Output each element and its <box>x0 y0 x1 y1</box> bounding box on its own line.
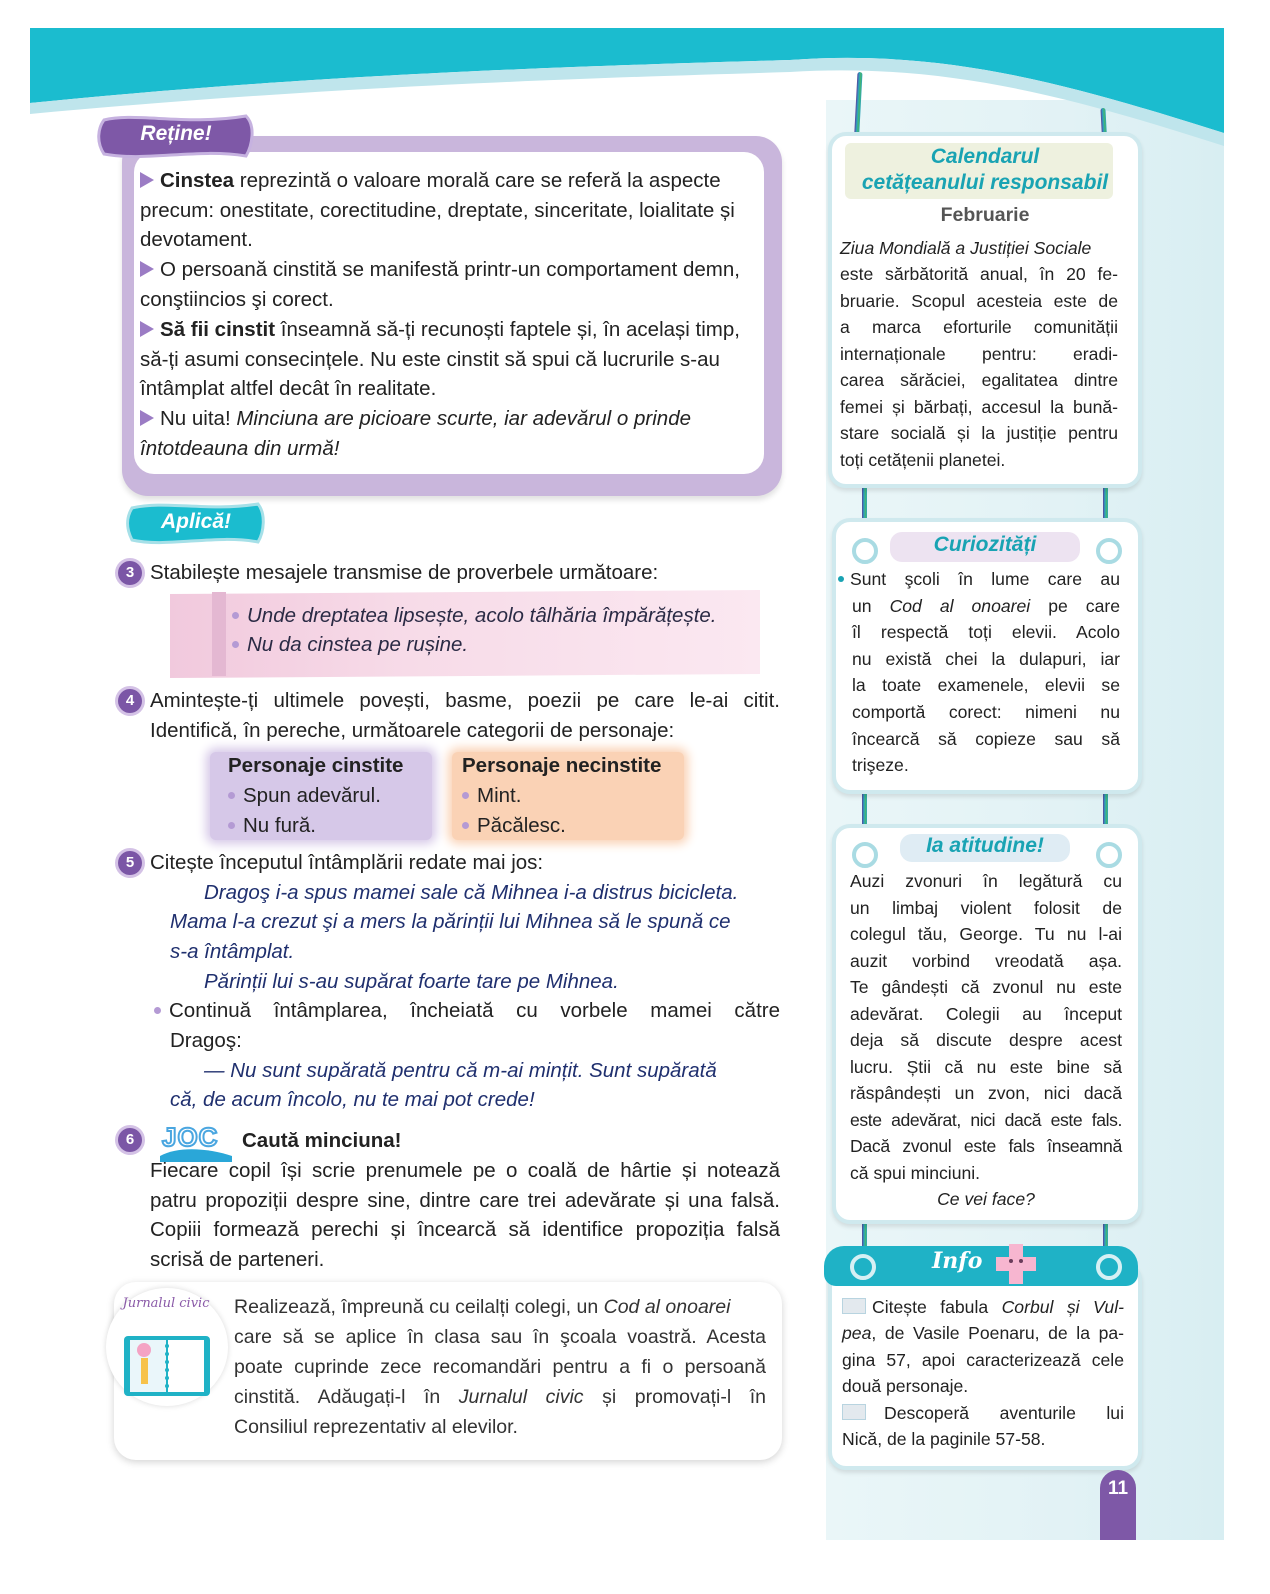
jurnal-line <box>234 1383 766 1413</box>
atitudine-line: că spui minciuni. <box>850 1163 981 1183</box>
bullet-icon <box>232 612 239 619</box>
aplica-tab <box>126 500 266 546</box>
calendar-line: a marca eforturile comunității <box>840 317 1118 337</box>
honest-item-text: Nu fură. <box>243 814 316 837</box>
retine-item-text: reprezintă o valoare morală care se referă la aspecte precum: onestitate, corectitudine, dreptate, sinceritate, loialitate și devotament. <box>140 169 735 251</box>
bullet-icon <box>232 641 239 648</box>
proverb <box>232 601 717 631</box>
calendar-title-line: cetățeanului responsabil <box>861 171 1109 194</box>
story-line: Părinții lui s-au supărat foarte tare pe Mihnea. <box>204 970 619 993</box>
aplica-tab-label: Aplică! <box>160 510 231 533</box>
curiozitati-line <box>852 593 1120 620</box>
calendar-title-line: Calendarul <box>930 145 1040 168</box>
exercise-number: 3 <box>118 561 142 585</box>
curiozitati-line <box>838 566 1120 593</box>
retine-tab-label: Reține! <box>140 122 212 145</box>
triangle-bullet-icon <box>140 172 154 188</box>
ring-icon <box>1096 1254 1122 1280</box>
jurnal-line-italic: Jurnalul civic <box>458 1386 584 1408</box>
atitudine-line: lucru. Știi că nu este bine să <box>850 1057 1122 1077</box>
proverb-text: Nu da cinstea pe rușine. <box>247 633 469 656</box>
dishonest-item-text: Mint. <box>477 784 522 807</box>
exercise-prompt: Identifică, în pereche, următoarele categorii de personaje: <box>150 719 675 742</box>
bullet-icon <box>228 792 235 799</box>
retine-item <box>140 404 750 463</box>
quote-line: că, de acum încolo, nu te mai pot crede! <box>170 1088 535 1111</box>
curiozitati-text: Sunt şcoli în lume care au <box>850 569 1120 589</box>
game-line: Copiii formează perechi și încearcă să identifice propoziția falsă <box>150 1218 780 1241</box>
jurnal-line: care să se aplice în clasa sau în şcoala voastră. Acesta <box>234 1326 766 1348</box>
task-text: Continuă întâmplarea, încheiată cu vorbele mamei către <box>169 999 780 1022</box>
story-line: Mama l-a crezut şi a mers la părinții lui Mihnea să le spună ce <box>170 910 731 933</box>
calendar-line: stare socială și la justiție pentru <box>840 423 1118 443</box>
jurnal-line: Consiliul reprezentativ al elevilor. <box>234 1416 518 1438</box>
game-line: scrisă de parteneri. <box>150 1248 325 1271</box>
retine-item-italic: Minciuna are picioare scurte, iar adevărul o prinde întotdeauna din urmă! <box>140 407 692 460</box>
info-italic: pea <box>842 1323 872 1343</box>
ring-icon <box>850 1254 876 1280</box>
info-line: Nică, de la paginile 57-58. <box>842 1429 1046 1449</box>
atitudine-question: Ce vei face? <box>937 1189 1035 1209</box>
jurnal-civic-logo <box>106 1288 228 1406</box>
triangle-bullet-icon <box>140 261 154 277</box>
story-line: s-a întâmplat. <box>170 940 295 963</box>
retine-item-text: Nu uita! <box>160 407 237 430</box>
info-line <box>842 1400 1124 1427</box>
jurnal-line-text: cinstită. Adăugați-l în <box>234 1386 459 1408</box>
curiozitati-title: Curiozități <box>933 533 1037 556</box>
bullet-icon <box>462 822 469 829</box>
calendar-line: carea sărăciei, egalitatea dintre <box>840 370 1118 390</box>
calendar-line: internaționale pentru: eradi- <box>840 344 1118 364</box>
quote-line: — Nu sunt supărată pentru că m-ai mințit. Sunt supărată <box>204 1059 717 1082</box>
game-badge-label: JOC <box>162 1122 219 1152</box>
exercise-number: 4 <box>118 689 142 713</box>
info-text: Descoperă aventurile lui <box>884 1403 1124 1423</box>
atitudine-line: este adevărat, nici dacă este fals. <box>850 1110 1122 1130</box>
curiozitati-italic: Cod al onoarei <box>889 596 1031 616</box>
proverb <box>232 630 468 660</box>
info-line: gina 57, apoi caracterizează cele <box>842 1350 1124 1370</box>
calendar-lead: Ziua Mondială a Justiției Sociale <box>840 238 1092 258</box>
atitudine-line: adevărat. Colegii au început <box>850 1004 1122 1024</box>
calendar-line: toți cetățenii planetei. <box>840 450 1006 470</box>
calendar-title <box>836 144 1134 196</box>
jurnal-line-text: Realizează, împreună cu ceilalți colegi, un <box>234 1296 604 1318</box>
exercise-number: 5 <box>118 851 142 875</box>
exercise-prompt: Amintește-ți ultimele povești, basme, poezii pe care le-ai citit. <box>150 689 780 712</box>
task-line <box>154 996 780 1026</box>
curiozitati-line: nu există chei la dulapuri, iar <box>852 649 1120 669</box>
atitudine-line: auzit vorbind vreodată așa. <box>850 951 1122 971</box>
exercise-prompt: Citește începutul întâmplării redate mai jos: <box>150 851 544 874</box>
honest-title: Personaje cinstite <box>228 754 404 777</box>
atitudine-line: deja să discute despre acest <box>850 1030 1122 1050</box>
game-title: Caută minciuna! <box>242 1129 402 1152</box>
dishonest-item <box>462 811 566 841</box>
retine-item-bold: Cinstea <box>160 169 235 192</box>
atitudine-line: Te gândești că zvonul nu este <box>850 977 1122 997</box>
atitudine-line: colegul tău, George. Tu nu l-ai <box>850 924 1122 944</box>
bullet-icon <box>228 822 235 829</box>
triangle-bullet-icon <box>140 321 154 337</box>
dishonest-title: Personaje necinstite <box>462 754 662 777</box>
jurnal-line: poate cuprinde zece recomandări pentru a fi o persoană <box>234 1356 766 1378</box>
calendar-month: Februarie <box>940 204 1030 226</box>
honest-item <box>228 811 316 841</box>
proverb-text: Unde dreptatea lipsește, acolo tâlhăria împărățește. <box>247 604 717 627</box>
retine-tab <box>96 112 256 160</box>
retine-item <box>140 166 750 255</box>
dishonest-item <box>462 781 521 811</box>
info-title: Info <box>932 1248 983 1274</box>
atitudine-line: răspândești un zvon, nici dacă <box>850 1083 1122 1103</box>
retine-item <box>140 255 750 314</box>
info-italic: Corbul și Vul- <box>1001 1297 1124 1317</box>
calendar-line: femei și bărbați, accesul la bună- <box>840 397 1118 417</box>
page-number: 11 <box>1100 1470 1136 1540</box>
jurnal-line <box>234 1293 730 1323</box>
book-icon <box>842 1404 866 1420</box>
curiozitati-text: pe care <box>1030 596 1120 616</box>
calendar-line: este sărbătorită anual, în 20 fe- <box>840 264 1118 284</box>
exercise-prompt: Stabilește mesajele transmise de proverbele următoare: <box>150 561 659 584</box>
jurnal-line-italic: Cod al onoarei <box>603 1296 731 1318</box>
atitudine-line: Dacă zvonul este fals înseamnă <box>850 1136 1122 1156</box>
curiozitati-text: un <box>852 596 890 616</box>
triangle-bullet-icon <box>140 410 154 426</box>
curiozitati-line: îl respectă toți elevii. Acolo <box>852 622 1120 642</box>
jurnal-line-text: și promovați-l în <box>583 1386 767 1408</box>
game-line: Fiecare copil își scrie prenumele pe o coală de hârtie și notează <box>150 1159 780 1182</box>
retine-item-text: înseamnă să-ți recunoști faptele și, în același timp, să-ți asumi consecințele. Nu este cinstit să spui că lucrurile s-au întâmplat altfel decât în realitate. <box>140 318 740 400</box>
bullet-icon <box>462 792 469 799</box>
exercise-number: 6 <box>118 1128 142 1152</box>
dishonest-item-text: Păcălesc. <box>477 814 566 837</box>
calendar-line: bruarie. Scopul acesteia este de <box>840 291 1118 311</box>
game-line: patru propoziții despre sine, dintre care trei adevărate și una falsă. <box>150 1189 780 1212</box>
bullet-icon <box>838 576 844 582</box>
atitudine-line: Auzi zvonuri în legătură cu <box>850 871 1122 891</box>
honest-item <box>228 781 381 811</box>
info-line <box>842 1294 1124 1321</box>
retine-item <box>140 315 750 404</box>
info-line: două personaje. <box>842 1376 969 1396</box>
retine-item-bold: Să fii cinstit <box>160 318 276 341</box>
curiozitati-line: încearcă să copieze sau să <box>852 729 1120 749</box>
retine-item-text: O persoană cinstită se manifestă printr-un comportament demn, conştiincios şi corect. <box>140 258 740 311</box>
atitudine-title: Ia atitudine! <box>926 834 1044 857</box>
atitudine-line: un limbaj violent folosit de <box>850 898 1122 918</box>
curiozitati-line: comportă corect: nimeni nu <box>852 702 1120 722</box>
nurse-cross-icon <box>996 1244 1036 1284</box>
honest-item-text: Spun adevărul. <box>243 784 381 807</box>
jurnal-logo-text: Jurnalul civic <box>122 1296 210 1311</box>
proverbs-strip <box>212 592 226 676</box>
curiozitati-line: trişeze. <box>852 755 909 775</box>
story-line: Dragoş i-a spus mamei sale că Mihnea i-a distrus bicicleta. <box>204 881 739 904</box>
bullet-icon <box>154 1007 161 1014</box>
notebook-icon <box>122 1332 212 1402</box>
task-line: Dragoş: <box>170 1029 242 1052</box>
book-icon <box>842 1298 866 1314</box>
info-text: Citește fabula <box>872 1297 1002 1317</box>
curiozitati-line: la toate examenele, elevii se <box>852 675 1120 695</box>
info-line <box>842 1320 1124 1347</box>
info-text: , de Vasile Poenaru, de la pa- <box>871 1323 1124 1343</box>
